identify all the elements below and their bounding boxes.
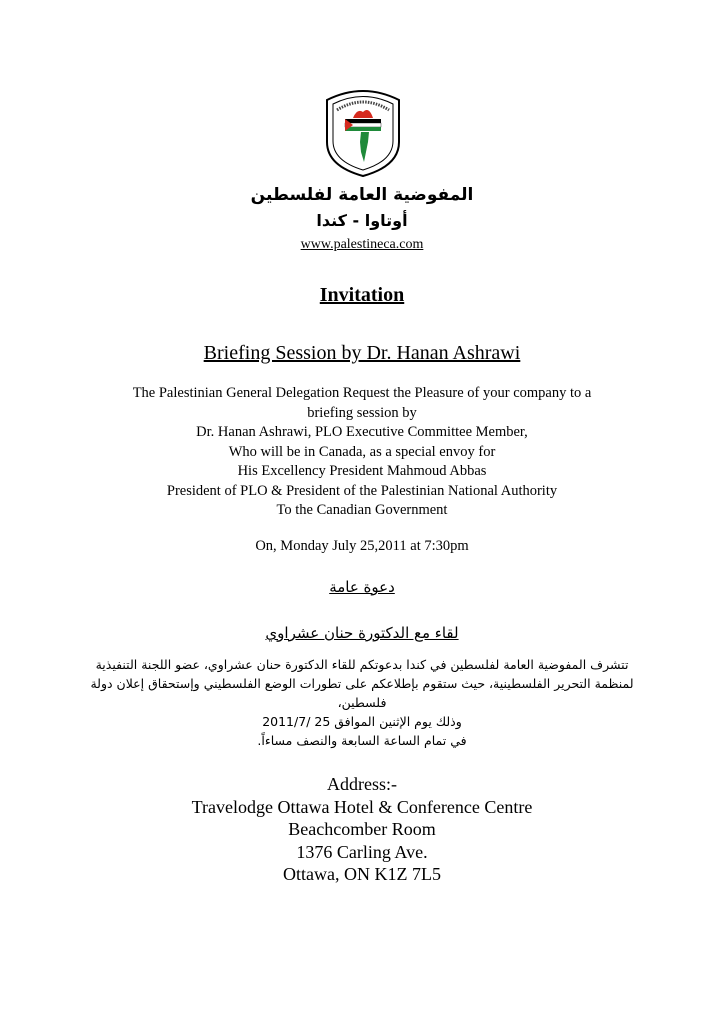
body-line: Who will be in Canada, as a special envoy for bbox=[228, 443, 496, 460]
invitation-title: Invitation bbox=[319, 284, 405, 306]
arabic-body-line: لمنظمة التحرير الفلسطينية، حيث ستقوم بإطلاعكم على تطورات الوضع الفلسطيني وإستحقاق إعلان دولة bbox=[90, 676, 634, 691]
address-line: Ottawa, ON K1Z 7L5 bbox=[283, 864, 441, 884]
organization-name-arabic: المفوضية العامة لفلسطين bbox=[250, 185, 474, 205]
website-link[interactable]: www.palestineca.com bbox=[300, 237, 424, 252]
address-block bbox=[0, 773, 724, 886]
body-line: His Excellency President Mahmoud Abbas bbox=[237, 463, 487, 479]
body-line: briefing session by bbox=[307, 404, 417, 421]
body-line: To the Canadian Government bbox=[276, 502, 448, 518]
address-line: Travelodge Ottawa Hotel & Conference Centre bbox=[191, 796, 533, 817]
arabic-body-line: فلسطين، bbox=[337, 695, 387, 710]
arabic-subtitle: لقاء مع الدكتورة حنان عشراوي bbox=[265, 624, 459, 642]
arabic-body-line: وذلك يوم الإثنين الموافق 25 /2011/7 bbox=[262, 714, 462, 729]
body-line: The Palestinian General Delegation Request the Pleasure of your company to a bbox=[132, 385, 592, 401]
address-line: Beachcomber Room bbox=[288, 819, 436, 839]
address-line: 1376 Carling Ave. bbox=[296, 841, 428, 862]
arabic-title: دعوة عامة bbox=[329, 578, 395, 596]
city-arabic: أوتاوا - كندا bbox=[316, 211, 408, 230]
arabic-body bbox=[60, 655, 664, 750]
event-date: On, Monday July 25,2011 at 7:30pm bbox=[255, 538, 469, 554]
address-label: Address:- bbox=[327, 774, 397, 794]
invitation-body bbox=[0, 384, 724, 521]
body-line: Dr. Hanan Ashrawi, PLO Executive Committee Member, bbox=[196, 424, 528, 440]
arabic-body-line: تتشرف المفوضية العامة لفلسطين في كندا بدعوتكم للقاء الدكتورة حنان عشراوي، عضو اللجنة التنفيذية bbox=[95, 657, 629, 672]
plo-emblem-icon bbox=[319, 86, 407, 178]
body-line: President of PLO & President of the Palestinian National Authority bbox=[166, 482, 558, 499]
arabic-body-line: في تمام الساعة السابعة والنصف مساءاً. bbox=[257, 733, 467, 748]
invitation-subtitle: Briefing Session by Dr. Hanan Ashrawi bbox=[203, 342, 521, 364]
